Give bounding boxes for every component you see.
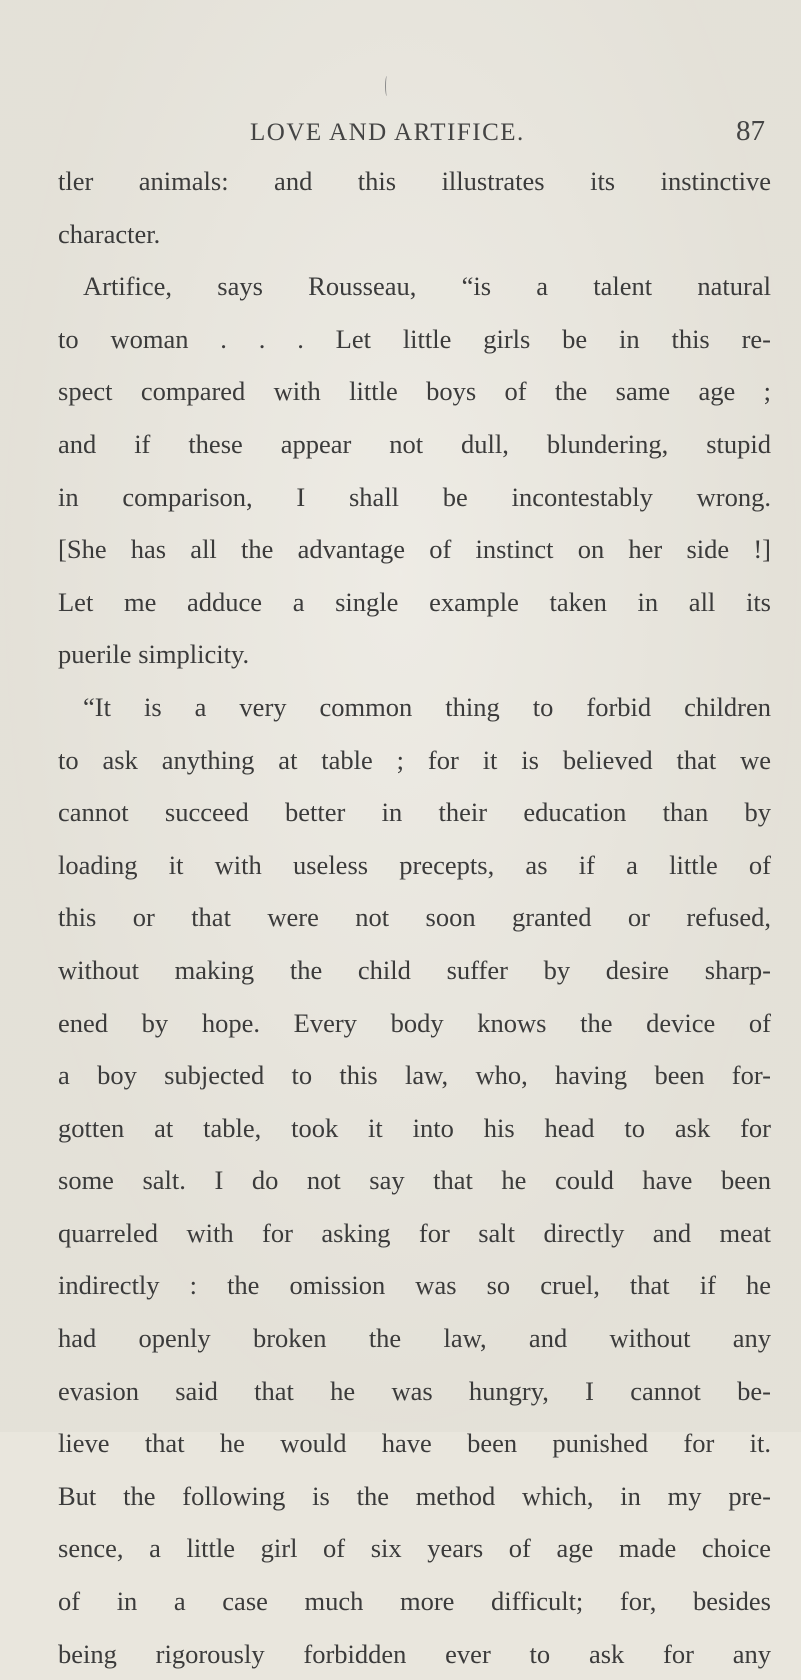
text-line: being rigorously forbidden ever to ask for any xyxy=(58,1638,771,1669)
text-line: without making the child suffer by desire sharp- xyxy=(58,954,771,985)
text-line: some salt. I do not say that he could have been xyxy=(58,1165,771,1196)
text-line: Let me adduce a single example taken in all its xyxy=(58,586,771,617)
text-line: to ask anything at table ; for it is believed that we xyxy=(58,744,771,775)
text-line: a boy subjected to this law, who, having been for- xyxy=(58,1060,771,1091)
text-line: quarreled with for asking for salt directly and meat xyxy=(58,1217,771,1248)
text-line: tler animals: and this illustrates its instinctive xyxy=(58,166,771,196)
page-number: 87 xyxy=(736,115,765,147)
text-line: spect compared with little boys of the same age ; xyxy=(58,376,771,407)
text-line: had openly broken the law, and without any xyxy=(58,1323,771,1354)
text-line: sence, a little girl of six years of age made choice xyxy=(58,1533,771,1564)
text-line: and if these appear not dull, blundering, stupid xyxy=(58,428,771,459)
body-text xyxy=(58,155,771,1680)
running-head-title: LOVE AND ARTIFICE. xyxy=(250,119,525,146)
text-line: indirectly : the omission was so cruel, that if he xyxy=(58,1270,771,1301)
text-line: gotten at table, took it into his head to ask for xyxy=(58,1112,771,1143)
text-line: evasion said that he was hungry, I cannot be- xyxy=(58,1375,771,1406)
text-line: cannot succeed better in their education than by xyxy=(58,797,771,828)
text-line: puerile simplicity. xyxy=(58,639,250,670)
text-line: [She has all the advantage of instinct on her side !] xyxy=(58,534,771,565)
text-line: ened by hope. Every body knows the device of xyxy=(58,1007,771,1038)
text-line: this or that were not soon granted or refused, xyxy=(58,902,771,933)
text-line: Artifice, says Rousseau, “is a talent natural xyxy=(83,271,771,302)
text-line: in comparison, I shall be incontestably wrong. xyxy=(58,481,771,512)
text-line: lieve that he would have been punished for it. xyxy=(58,1428,771,1459)
running-head xyxy=(0,115,801,155)
text-line: “It is a very common thing to forbid children xyxy=(83,691,771,722)
stray-ink-mark xyxy=(385,76,389,96)
text-line: of in a case much more difficult; for, besides xyxy=(58,1586,771,1617)
text-line: But the following is the method which, in my pre- xyxy=(58,1480,771,1511)
text-line: to woman . . . Let little girls be in this re- xyxy=(58,323,771,354)
text-line: loading it with useless precepts, as if a little of xyxy=(58,849,771,880)
text-line: character. xyxy=(58,218,161,249)
